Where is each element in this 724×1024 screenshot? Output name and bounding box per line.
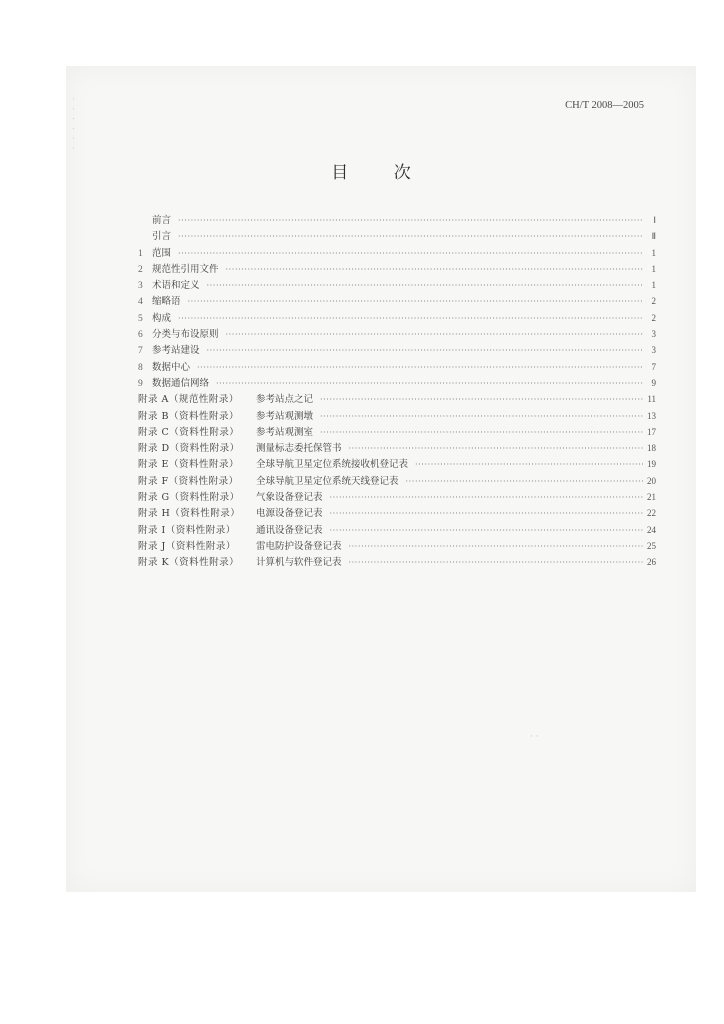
toc-leader-dots	[216, 379, 643, 388]
toc-entry[interactable]	[138, 342, 656, 358]
toc-appendix-entry[interactable]	[138, 408, 656, 424]
toc-appendix-entry[interactable]	[138, 440, 656, 456]
toc-entry-number: 9	[138, 378, 143, 389]
toc-entry-number: 4	[138, 297, 143, 308]
appendix-title: 全球导航卫星定位系统天线登记表	[256, 475, 399, 487]
appendix-label: 附录 F（资料性附录）	[138, 475, 239, 487]
appendix-title: 参考站观测墩	[256, 410, 314, 422]
toc-entry-number: 7	[138, 346, 143, 357]
toc-appendix-entry[interactable]	[138, 505, 656, 521]
toc-leader-dots	[320, 412, 643, 421]
appendix-page: 22	[647, 508, 656, 519]
toc-entry[interactable]	[138, 261, 656, 277]
toc-entry[interactable]	[138, 245, 656, 261]
toc-leader-dots	[178, 216, 643, 225]
toc-leader-dots	[320, 395, 643, 404]
scan-edge-marks: · · · · · ·	[69, 98, 76, 152]
appendix-page: 24	[647, 524, 656, 535]
toc-entry[interactable]	[138, 375, 656, 391]
appendix-page: 17	[647, 426, 656, 437]
toc-entry-page: 9	[651, 377, 656, 388]
appendix-label: 附录 I（资料性附录）	[138, 524, 236, 536]
toc-appendix-entry[interactable]	[138, 554, 656, 570]
toc-entry-page: 1	[651, 280, 656, 291]
appendix-page: 26	[647, 557, 656, 568]
toc-leader-dots	[178, 249, 643, 258]
toc-entry-title: 规范性引用文件	[152, 263, 219, 275]
toc-leader-dots	[178, 232, 643, 241]
toc-appendix-entry[interactable]	[138, 489, 656, 505]
toc-leader-dots	[188, 297, 643, 306]
appendix-title: 参考站观测室	[256, 426, 314, 438]
toc-entry[interactable]	[138, 326, 656, 342]
appendix-title: 计算机与软件登记表	[256, 557, 342, 569]
toc-appendix-entry[interactable]	[138, 456, 656, 472]
toc-entry-title: 范围	[152, 247, 172, 259]
toc-entry[interactable]	[138, 359, 656, 375]
appendix-title: 气象设备登记表	[256, 492, 323, 504]
toc-entry-page: 2	[651, 296, 656, 307]
appendix-title: 通讯设备登记表	[256, 524, 323, 536]
toc-appendix-entry[interactable]	[138, 391, 656, 407]
toc-entry-title: 缩略语	[152, 296, 181, 308]
appendix-label: 附录 K（资料性附录）	[138, 557, 240, 569]
toc-leader-dots	[415, 460, 643, 469]
toc-leader-dots	[330, 509, 643, 518]
toc-entry[interactable]	[138, 310, 656, 326]
appendix-page: 18	[647, 443, 656, 454]
toc-entry-page: 3	[651, 329, 656, 340]
appendix-label: 附录 C（资料性附录）	[138, 426, 240, 438]
toc-entry-page: 7	[651, 361, 656, 372]
toc-entry-number: 3	[138, 281, 143, 292]
page-title: 目 次	[331, 163, 431, 183]
appendix-label: 附录 A（规范性附录）	[138, 394, 239, 406]
scan-speck: · ·	[530, 732, 539, 742]
toc-entry-number: 6	[138, 330, 143, 341]
toc-leader-dots	[320, 428, 643, 437]
appendix-page: 25	[647, 540, 656, 551]
appendix-page: 11	[647, 394, 656, 405]
toc-entry-page: Ⅰ	[653, 215, 656, 225]
table-of-contents	[138, 212, 656, 571]
toc-appendix-entry[interactable]	[138, 538, 656, 554]
standard-code: CH/T 2008—2005	[565, 100, 644, 111]
toc-entry[interactable]	[138, 212, 656, 228]
toc-appendix-entry[interactable]	[138, 473, 656, 489]
appendix-label: 附录 G（资料性附录）	[138, 492, 240, 504]
toc-entry[interactable]	[138, 277, 656, 293]
appendix-label: 附录 E（资料性附录）	[138, 459, 239, 471]
toc-leader-dots	[207, 281, 643, 290]
toc-entry-page: Ⅱ	[651, 231, 656, 242]
appendix-title: 参考站点之记	[256, 394, 314, 406]
appendix-title: 测量标志委托保管书	[256, 443, 342, 455]
toc-entry[interactable]	[138, 293, 656, 309]
toc-entry-title: 构成	[152, 312, 172, 324]
appendix-page: 20	[647, 475, 656, 486]
toc-leader-dots	[349, 444, 643, 453]
toc-entry-number: 5	[138, 313, 143, 324]
toc-leader-dots	[226, 265, 643, 274]
toc-entry-title: 数据中心	[152, 361, 191, 373]
toc-leader-dots	[226, 330, 643, 339]
appendix-title: 雷电防护设备登记表	[256, 540, 342, 552]
appendix-label: 附录 J（资料性附录）	[138, 540, 236, 552]
toc-entry-title: 术语和定义	[152, 280, 200, 292]
toc-entry-title: 数据通信网络	[152, 377, 210, 389]
toc-leader-dots	[349, 558, 643, 567]
toc-appendix-entry[interactable]	[138, 522, 656, 538]
appendix-page: 19	[647, 459, 656, 470]
toc-entry[interactable]	[138, 228, 656, 244]
toc-leader-dots	[349, 542, 643, 551]
toc-entry-page: 2	[651, 312, 656, 323]
toc-leader-dots	[178, 314, 643, 323]
appendix-page: 13	[647, 410, 656, 421]
toc-entry-page: 1	[651, 263, 656, 274]
appendix-title: 全球导航卫星定位系统接收机登记表	[256, 459, 409, 471]
toc-entry-page: 3	[651, 345, 656, 356]
toc-entry-title: 引言	[152, 231, 172, 243]
toc-entry-title: 前言	[152, 215, 172, 226]
toc-leader-dots	[330, 493, 643, 502]
toc-entry-number: 2	[138, 264, 143, 275]
toc-entry-title: 分类与布设原则	[152, 329, 219, 341]
toc-leader-dots	[207, 346, 643, 355]
appendix-label: 附录 B（资料性附录）	[138, 410, 240, 422]
toc-entry-title: 参考站建设	[152, 345, 200, 357]
toc-appendix-entry[interactable]	[138, 424, 656, 440]
appendix-title: 电源设备登记表	[256, 508, 323, 520]
toc-entry-number: 8	[138, 362, 143, 373]
document-page	[66, 66, 696, 892]
toc-entry-number: 1	[138, 248, 143, 259]
appendix-page: 21	[647, 492, 656, 503]
appendix-label: 附录 H（资料性附录）	[138, 508, 241, 520]
toc-entry-page: 1	[651, 247, 656, 258]
appendix-label: 附录 D（资料性附录）	[138, 443, 240, 455]
toc-leader-dots	[330, 526, 643, 535]
toc-leader-dots	[197, 363, 643, 372]
toc-leader-dots	[406, 477, 643, 486]
